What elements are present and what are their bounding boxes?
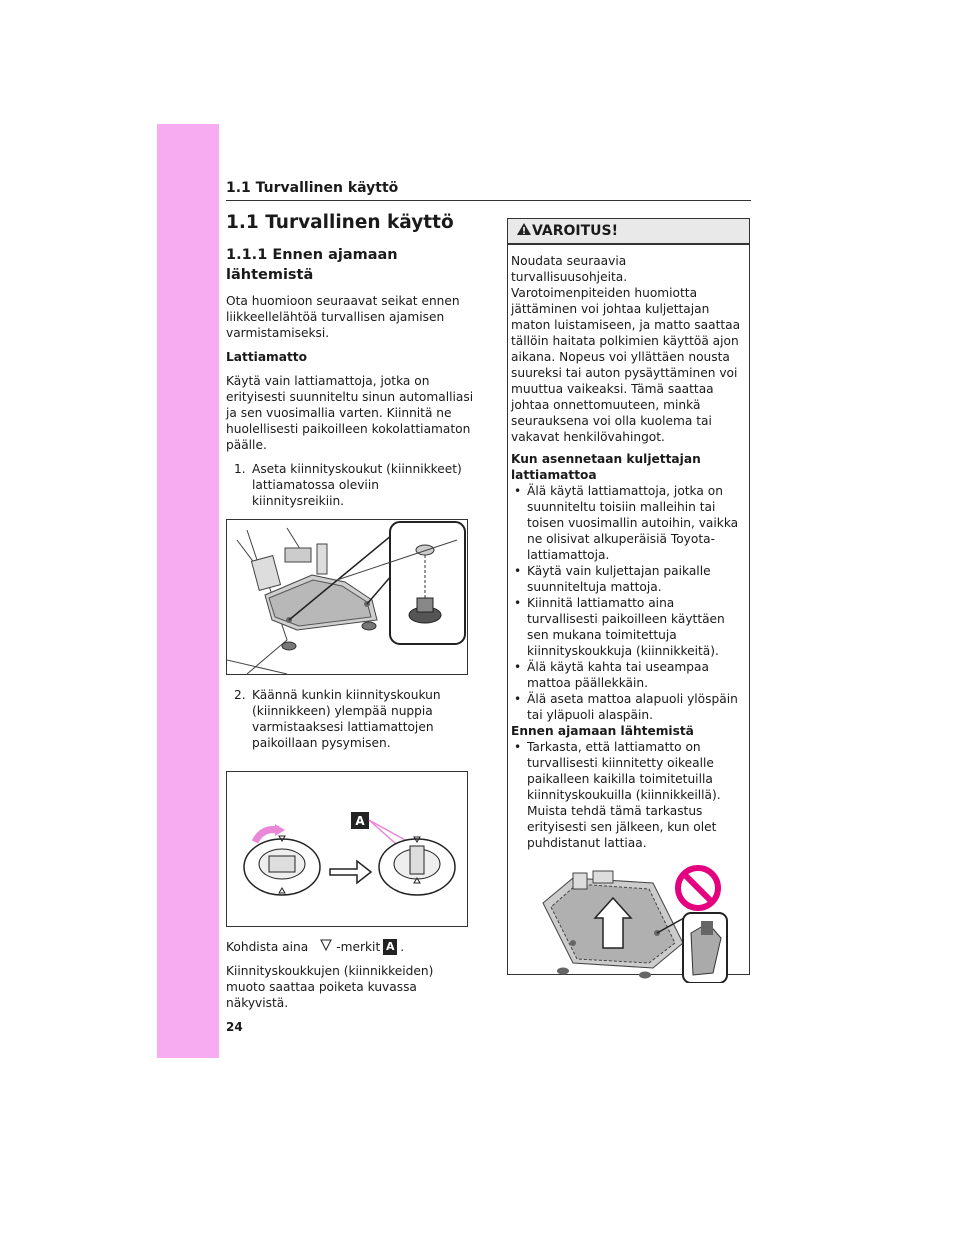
list-item: • Älä käytä kahta tai useampaa mattoa päällekkäin. xyxy=(514,660,709,690)
alignment-text: Kohdista aina xyxy=(226,940,309,954)
warning-body xyxy=(508,245,749,983)
warning-intro: Noudata seuraavia turvallisuusohjeita. Varotoimenpiteiden huomiotta jättäminen voi johtaa kuljettajan maton luistamiseen, ja matto saattaa tällöin haitata polkimien käyttöä ajon aikana. Nopeus voi yllättäen nousta suureksi tai auton pysäyttäminen voi muuttua vaikeaksi. Tämä saattaa johtaa onnettomuuteen, minkä seurauksena voi olla kuolema tai vakavat henkilövahingot. xyxy=(511,254,741,444)
hook-shape-note: Kiinnityskoukkujen (kiinnikkeiden) muoto saattaa poiketa kuvassa näkyvistä. xyxy=(226,964,434,1010)
list-item: • Käytä vain kuljettajan paikalle suunniteltuja mattoja. xyxy=(514,564,711,594)
warning-list-before-driving xyxy=(511,739,743,851)
label-a-badge: A xyxy=(383,939,397,955)
step-2 xyxy=(234,687,474,751)
step-number: 2. xyxy=(234,688,246,702)
floor-mat-hook-illustration xyxy=(226,519,468,675)
warning-icon xyxy=(516,222,532,240)
step-text: Käännä kunkin kiinnityskoukun (kiinnikkeen) ylempää nuppia varmistaaksesi lattiamattojen paikoillaan pysymisen. xyxy=(252,688,441,750)
left-column xyxy=(226,207,474,1019)
warning-title: VAROITUS! xyxy=(532,223,618,239)
list-item: • Älä käytä lattiamattoja, jotka on suunniteltu toisiin malleihin tai toisen vuosimallin autoihin, vaikka ne olisivat alkuperäisiä Toyota-lattiamattoja. xyxy=(514,484,739,562)
floor-mat-drawing xyxy=(227,520,467,674)
hook-rotation-illustration xyxy=(226,771,468,927)
floor-mat-heading: Lattiamatto xyxy=(226,350,307,364)
label-a: A xyxy=(355,814,365,828)
step-number: 1. xyxy=(234,462,246,476)
warning-list-install xyxy=(511,483,743,723)
hook-rotation-drawing xyxy=(227,772,467,926)
step-1 xyxy=(234,461,474,509)
intro-paragraph: Ota huomioon seuraavat seikat ennen liikkeellelähtöä turvallisen ajamisen varmistamiseksi. xyxy=(226,294,460,340)
alignment-marks-text: -merkit xyxy=(336,940,381,954)
warning-subheading-install: Kun asennetaan kuljettajan lattiamattoa xyxy=(511,452,701,482)
step-text: Aseta kiinnityskoukut (kiinnikkeet) lattiamatossa oleviin kiinnitysreikiin. xyxy=(252,462,462,508)
warning-box xyxy=(507,218,750,975)
list-item: • Älä aseta mattoa alapuoli ylöspäin tai yläpuoli alaspäin. xyxy=(514,692,738,722)
no-double-mat-illustration xyxy=(533,863,728,983)
section-title: 1.1 Turvallinen käyttö xyxy=(226,212,454,233)
alignment-end: . xyxy=(400,940,405,954)
warning-header xyxy=(508,219,749,245)
alignment-note xyxy=(226,939,474,955)
header-divider xyxy=(226,200,751,201)
subsection-title: 1.1.1 Ennen ajamaan lähtemistä xyxy=(226,247,398,283)
prohibited-mat-drawing xyxy=(533,863,728,983)
page-number: 24 xyxy=(226,1020,243,1034)
floor-mat-paragraph: Käytä vain lattiamattoja, jotka on erityisesti suunniteltu sinun automalliasi ja sen vuosimallia varten. Kiinnitä ne huolellisesti paikoilleen kokolattiamaton päälle. xyxy=(226,374,474,452)
list-item: • Tarkasta, että lattiamatto on turvallisesti kiinnitetty oikealle paikalleen kaikilla toimitetuilla kiinnityskoukuilla (kiinnikkeillä). Muista tehdä tämä tarkastus erityisesti sen jälkeen, kun olet puhdistanut lattiaa. xyxy=(514,740,721,850)
list-item: • Kiinnitä lattiamatto aina turvallisesti paikoilleen käyttäen sen mukana toimitettuja kiinnityskoukkuja (kiinnikkeitä). xyxy=(514,596,725,658)
triangle-mark-icon xyxy=(320,939,332,955)
warning-subheading-before-driving: Ennen ajamaan lähtemistä xyxy=(511,724,694,738)
chapter-tab-band xyxy=(157,124,219,1058)
running-header: 1.1 Turvallinen käyttö xyxy=(226,180,399,196)
